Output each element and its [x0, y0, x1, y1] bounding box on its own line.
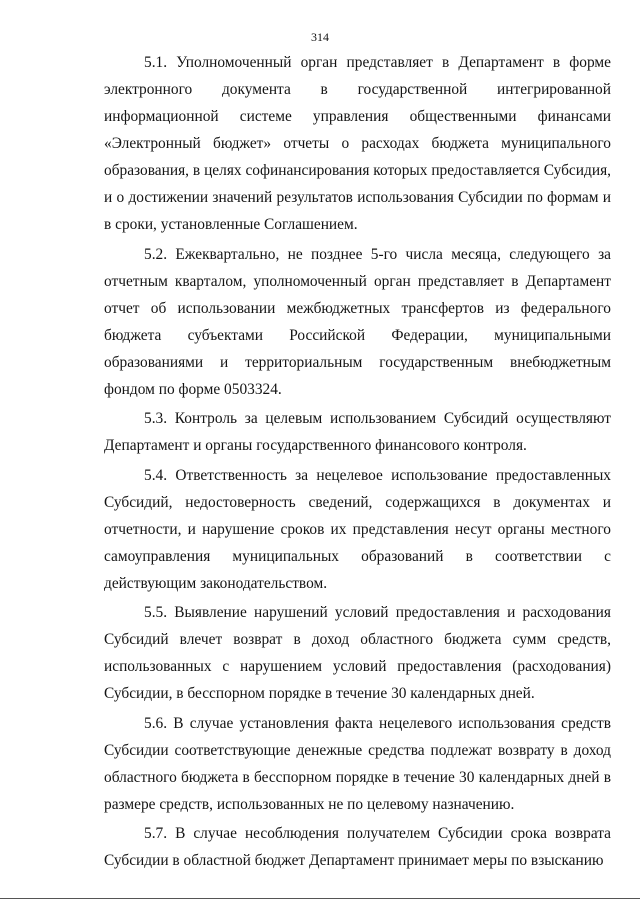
paragraph-5-3: 5.3. Контроль за целевым использованием Субсидий осуществляют Департамент и органы государственного финансового контроля.	[104, 410, 611, 454]
page-bottom-edge	[0, 898, 640, 899]
paragraph-5-7: 5.7. В случае несоблюдения получателем Субсидии срока возврата Субсидии в областной бюджет Департамент принимает меры по взысканию	[104, 825, 611, 869]
paragraph-5-4: 5.4. Ответственность за нецелевое использование предоставленных Субсидий, недостоверность сведений, содержащихся в документах и отчетности, и нарушение сроков их представления несут органы местного самоуправления муниципальных образований в соответствии с действующим законодательством.	[104, 466, 611, 592]
document-body	[104, 49, 611, 877]
paragraph-5-1: 5.1. Уполномоченный орган представляет в Департамент в форме электронного документа в государственной интегрированной информационной системе управления общественными финансами «Электронный бюджет» отчеты о расходах бюджета муниципального образования, в целях софинансирования которых предоставляется Субсидия, и о достижении значений результатов использования Субсидии по формам и в сроки, установленные Соглашением.	[104, 54, 611, 233]
paragraph-5-6: 5.6. В случае установления факта нецелевого использования средств Субсидии соответствующие денежные средства подлежат возврату в доход областного бюджета в бесспорном порядке в течение 30 календарных дней в размере средств, использованных не по целевому назначению.	[104, 714, 611, 813]
page-number: 314	[311, 30, 329, 44]
paragraph-5-5: 5.5. Выявление нарушений условий предоставления и расходования Субсидий влечет возврат в доход областного бюджета сумм средств, использованных с нарушением условий предоставления (расходования) Субсидии, в бесспорном порядке в течение 30 календарных дней.	[104, 604, 611, 702]
paragraph-5-2: 5.2. Ежеквартально, не позднее 5-го числа месяца, следующего за отчетным кварталом, уполномоченный орган представляет в Департамент отчет об использовании межбюджетных трансфертов из федерального бюджета субъектами Российской Федерации, муниципальными образованиями и территориальным государственным внебюджетным фондом по форме 0503324.	[104, 245, 611, 398]
